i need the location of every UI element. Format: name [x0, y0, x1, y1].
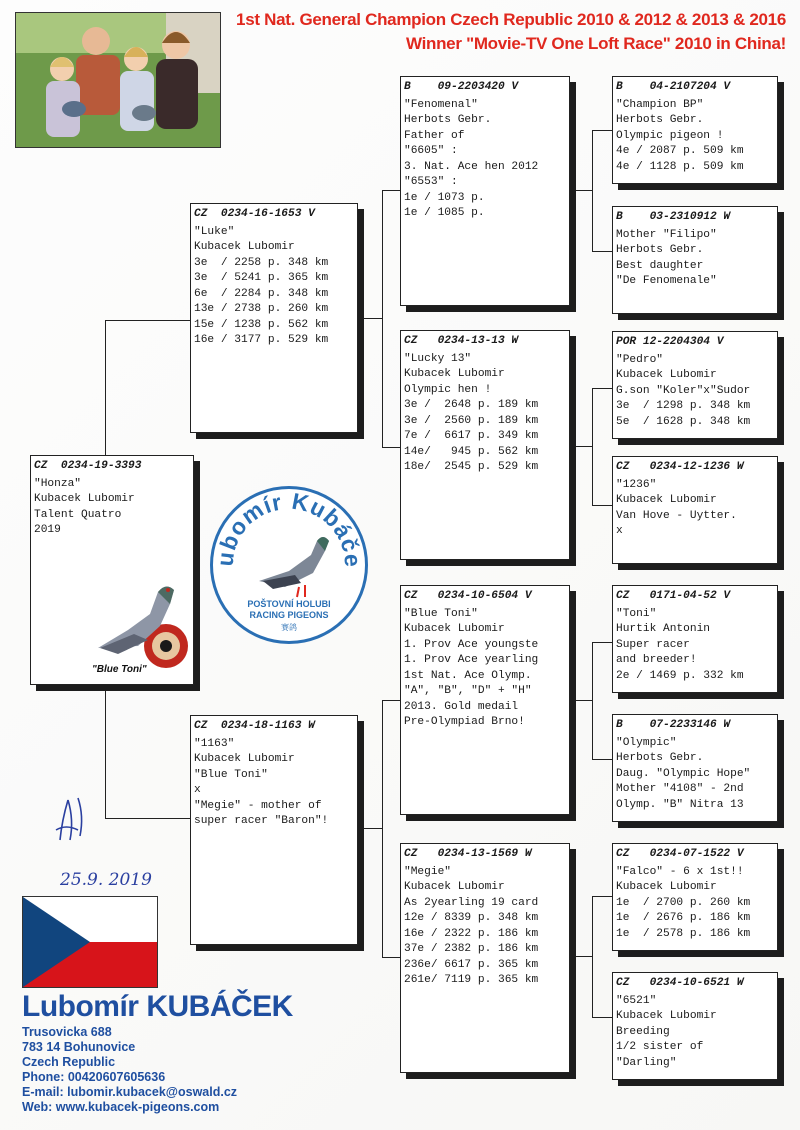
card-line: 1/2 sister of: [616, 1041, 704, 1053]
card-line: Mother "4108" - 2nd: [616, 783, 744, 795]
connector-gp2-ggp-vertical: [592, 388, 614, 506]
great-grandparent-card-7: [612, 843, 778, 951]
ring-number: B 07-2233146 W: [616, 719, 731, 731]
card-line: "Blue Toni": [194, 768, 268, 781]
card-line: Daug. "Olympic Hope": [616, 767, 751, 780]
card-line: 18e/ 2545 p. 529 km: [404, 461, 539, 473]
card-line: 1e / 2578 p. 186 km: [616, 927, 751, 940]
logo-chinese: 赛鸽: [281, 623, 297, 632]
card-line: 261e/ 7119 p. 365 km: [404, 974, 539, 986]
card-line: 2019: [34, 524, 61, 536]
ring-number: CZ 0234-16-1653 V: [194, 208, 315, 220]
card-line: 4e / 2087 p. 509 km: [616, 145, 744, 157]
card-line: Kubacek Lubomir: [616, 369, 717, 381]
connector-gp2-ggp: [572, 446, 592, 448]
card-line: 1st Nat. Ace Olymp.: [404, 669, 532, 682]
ring-number: CZ 0171-04-52 V: [616, 590, 731, 602]
card-line: Herbots Gebr.: [616, 114, 704, 126]
address-country: Czech Republic: [22, 1055, 116, 1069]
card-line: 1e / 2676 p. 186 km: [616, 912, 751, 924]
card-line: Breeding: [616, 1025, 670, 1038]
card-line: As 2yearling 19 card: [404, 896, 539, 909]
ring-number: B 04-2107204 V: [616, 81, 731, 93]
card-line: Kubacek Lubomir: [404, 881, 505, 893]
ring-number: B 03-2310912 W: [616, 211, 731, 223]
card-line: 6e / 2284 p. 348 km: [194, 287, 329, 300]
header-title-line-1: 1st Nat. General Champion Czech Republic 2010 & 2012 & 2013 & 2016: [236, 10, 786, 29]
logo-sub1: POŠTOVNÍ HOLUBI: [247, 599, 331, 609]
card-line: 1e / 2700 p. 260 km: [616, 896, 751, 909]
card-line: 1. Prov Ace yearling: [404, 654, 539, 666]
card-line: 2013. Gold medail: [404, 700, 519, 713]
card-line: Kubacek Lubomir: [194, 753, 295, 765]
card-line: x: [194, 784, 201, 796]
svg-text:Lubomír Kubáček: [213, 489, 365, 568]
ring-number: CZ 0234-18-1163 W: [194, 720, 315, 732]
card-line: "Megie": [404, 865, 451, 878]
great-grandparent-card-8: [612, 972, 778, 1080]
card-line: Olympic hen !: [404, 383, 492, 396]
blue-toni-photo: [88, 574, 192, 678]
card-line: Mother "Filipo": [616, 228, 717, 241]
card-line: Talent Quatro: [34, 508, 122, 521]
connector-dam-gp: [360, 828, 382, 830]
card-line: G.son "Koler"x"Sudor: [616, 384, 751, 397]
card-line: 1e / 1085 p.: [404, 207, 485, 219]
card-line: "A", "B", "D" + "H": [404, 685, 532, 697]
card-line: "Olympic": [616, 736, 677, 749]
logo-sub2: RACING PIGEONS: [249, 610, 329, 620]
card-line: "1163": [194, 737, 235, 750]
card-line: Kubacek Lubomir: [194, 241, 295, 253]
card-line: "Honza": [34, 477, 81, 490]
czech-flag: [22, 896, 158, 988]
grandparent-card-2: [400, 330, 570, 560]
card-line: 14e/ 945 p. 562 km: [404, 445, 539, 458]
card-line: Herbots Gebr.: [616, 752, 704, 764]
card-line: "Blue Toni": [404, 607, 478, 620]
card-line: 3e / 2648 p. 189 km: [404, 399, 539, 411]
ring-number: CZ 0234-12-1236 W: [616, 461, 744, 473]
card-line: 3e / 2258 p. 348 km: [194, 256, 329, 269]
ring-number: CZ 0234-13-1569 W: [404, 848, 532, 860]
card-line: 15e / 1238 p. 562 km: [194, 318, 329, 331]
card-line: 7e / 6617 p. 349 km: [404, 430, 539, 442]
card-line: Pre-Olympiad Brno!: [404, 716, 525, 728]
card-line: 236e/ 6617 p. 365 km: [404, 958, 539, 971]
card-line: 3e / 2560 p. 189 km: [404, 414, 539, 427]
grandparent-card-4: [400, 843, 570, 1073]
ring-number: CZ 0234-07-1522 V: [616, 848, 744, 860]
card-line: Best daughter: [616, 259, 704, 272]
ring-number: CZ 0234-13-13 W: [404, 335, 519, 347]
card-line: "Falco" - 6 x 1st!!: [616, 865, 744, 878]
card-line: "6553" :: [404, 176, 458, 188]
photo-caption: "Blue Toni": [92, 664, 147, 675]
address-city: 783 14 Bohunovice: [22, 1040, 136, 1054]
connector-gp4-ggp-vertical: [592, 896, 614, 1018]
connector-gp1-ggp: [572, 190, 592, 192]
ring-number: POR 12-2204304 V: [616, 336, 724, 348]
card-line: super racer "Baron"!: [194, 815, 329, 827]
card-line: Kubacek Lubomir: [616, 494, 717, 506]
card-line: 4e / 1128 p. 509 km: [616, 160, 744, 173]
ring-number: CZ 0234-19-3393: [34, 460, 142, 472]
card-line: "De Fenomenale": [616, 275, 717, 287]
card-line: Kubacek Lubomir: [404, 623, 505, 635]
card-line: Van Hove - Uytter.: [616, 509, 737, 522]
great-grandparent-card-6: [612, 714, 778, 822]
card-line: "Fenomenal": [404, 98, 478, 111]
grandparent-card-1: [400, 76, 570, 306]
card-line: 37e / 2382 p. 186 km: [404, 943, 539, 955]
card-line: 1. Prov Ace youngste: [404, 638, 539, 651]
card-line: 1e / 1073 p.: [404, 191, 485, 204]
card-line: x: [616, 525, 623, 537]
card-line: 3e / 5241 p. 365 km: [194, 272, 329, 284]
card-line: "Pedro": [616, 353, 663, 366]
pigeon-icon: [259, 537, 329, 597]
card-line: "6605" :: [404, 145, 458, 157]
card-line: 5e / 1628 p. 348 km: [616, 415, 751, 428]
card-line: "Darling": [616, 1056, 677, 1069]
card-line: Herbots Gebr.: [404, 114, 492, 126]
ring-number: B 09-2203420 V: [404, 81, 519, 93]
card-line: and breeder!: [616, 654, 697, 666]
ring-number: CZ 0234-10-6521 W: [616, 977, 744, 989]
connector-gp1-ggp-vertical: [592, 130, 614, 252]
card-line: "Luke": [194, 225, 235, 238]
card-line: 16e / 2322 p. 186 km: [404, 927, 539, 940]
card-line: Super racer: [616, 638, 690, 651]
card-line: Hurtik Antonin: [616, 623, 710, 635]
connector-gp3-ggp-vertical: [592, 642, 614, 760]
card-line: "Champion BP": [616, 98, 704, 111]
card-line: "Toni": [616, 607, 657, 620]
card-line: Kubacek Lubomir: [404, 368, 505, 380]
signature: [48, 790, 98, 855]
card-line: "1236": [616, 478, 657, 491]
great-grandparent-card-4: [612, 456, 778, 564]
handwritten-date: 25.9. 2019: [60, 870, 152, 890]
card-line: "Megie" - mother of: [194, 799, 322, 812]
breeder-name: Lubomír KUBÁČEK: [22, 990, 293, 1023]
website[interactable]: Web: www.kubacek-pigeons.com: [22, 1100, 220, 1114]
card-line: Herbots Gebr.: [616, 244, 704, 256]
family-photo: [15, 12, 221, 148]
address-street: Trusovicka 688: [22, 1025, 112, 1039]
card-line: "Lucky 13": [404, 352, 472, 365]
logo-name: ubomír Kubáče: [213, 489, 365, 569]
connector-gp4-ggp: [572, 956, 592, 958]
connector-subject-dam: [105, 684, 192, 819]
card-line: 3. Nat. Ace hen 2012: [404, 160, 539, 173]
phone: Phone: 00420607605636: [22, 1070, 166, 1084]
card-line: Kubacek Lubomir: [616, 1010, 717, 1022]
card-line: Olymp. "B" Nitra 13: [616, 798, 744, 811]
breeder-logo: [210, 486, 368, 644]
great-grandparent-card-1: [612, 76, 778, 184]
card-line: 3e / 1298 p. 348 km: [616, 400, 751, 412]
header-title-line-2: Winner "Movie-TV One Loft Race" 2010 in China!: [405, 34, 786, 53]
card-line: 13e / 2738 p. 260 km: [194, 303, 329, 315]
dam-card: [190, 715, 358, 945]
email[interactable]: E-mail: lubomir.kubacek@oswald.cz: [22, 1085, 238, 1099]
sire-card: [190, 203, 358, 433]
card-line: Kubacek Lubomir: [34, 493, 135, 505]
card-line: 12e / 8339 p. 348 km: [404, 912, 539, 924]
great-grandparent-card-2: [612, 206, 778, 314]
great-grandparent-card-5: [612, 585, 778, 693]
ring-number: CZ 0234-10-6504 V: [404, 590, 532, 602]
card-line: Olympic pigeon !: [616, 129, 724, 142]
grandparent-card-3: [400, 585, 570, 815]
card-line: Father of: [404, 129, 465, 142]
connector-subject-sire: [105, 320, 192, 457]
card-line: 16e / 3177 p. 529 km: [194, 334, 329, 346]
card-line: 2e / 1469 p. 332 km: [616, 669, 744, 682]
great-grandparent-card-3: [612, 331, 778, 439]
card-line: "6521": [616, 994, 657, 1007]
card-line: Kubacek Lubomir: [616, 881, 717, 893]
connector-sire-gp: [360, 318, 382, 320]
connector-gp3-ggp: [572, 700, 592, 702]
